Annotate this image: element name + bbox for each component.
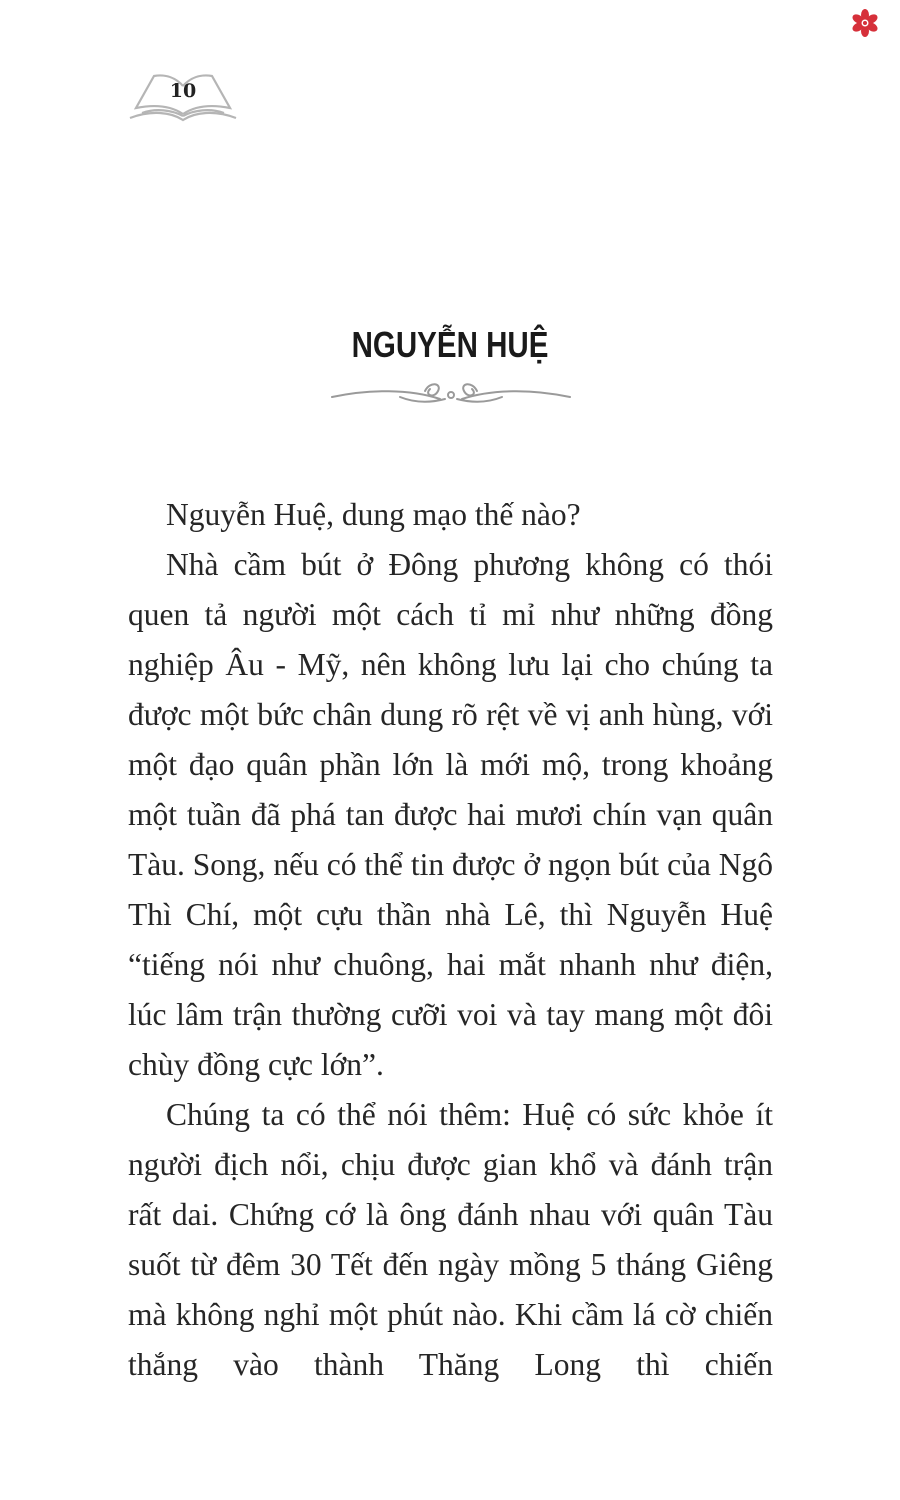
paragraph: Nhà cầm bút ở Đông phương không có thói quen tả người một cách tỉ mỉ như những đồng nghiệp Âu - Mỹ, nên không lưu lại cho chúng ta được một bức chân dung rõ rệt về vị anh hùng, với một đạo quân phần lớn là mới mộ, trong khoảng một tuần đã phá tan được hai mươi chín vạn quân Tàu. Song, nếu có thể tin được ở ngọn bút của Ngô Thì Chí, một cựu thần nhà Lê, thì Nguyễn Huệ “tiếng nói như chuông, hai mắt nhanh như điện, lúc lâm trận thường cưỡi voi và tay mang một đôi chùy đồng cực lớn”. bbox=[128, 547, 773, 1082]
paragraph: Chúng ta có thể nói thêm: Huệ có sức khỏe ít người địch nổi, chịu được gian khổ và đánh trận rất dai. Chứng cớ là ông đánh nhau với quân Tàu suốt từ đêm 30 Tết đến ngày mồng 5 tháng Giêng mà không nghỉ một phút nào. Khi cầm lá cờ chiến thắng vào thành Thăng Long thì chiến bbox=[128, 1097, 773, 1382]
page-number: 10 bbox=[169, 80, 197, 102]
chapter-title: NGUYỄN HUỆ bbox=[351, 324, 549, 365]
title-flourish-divider bbox=[330, 375, 572, 409]
page-number-badge bbox=[126, 66, 240, 128]
chapter-body bbox=[128, 490, 773, 1390]
publisher-flower-logo-icon bbox=[850, 8, 880, 38]
paragraph: Nguyễn Huệ, dung mạo thế nào? bbox=[166, 497, 581, 532]
